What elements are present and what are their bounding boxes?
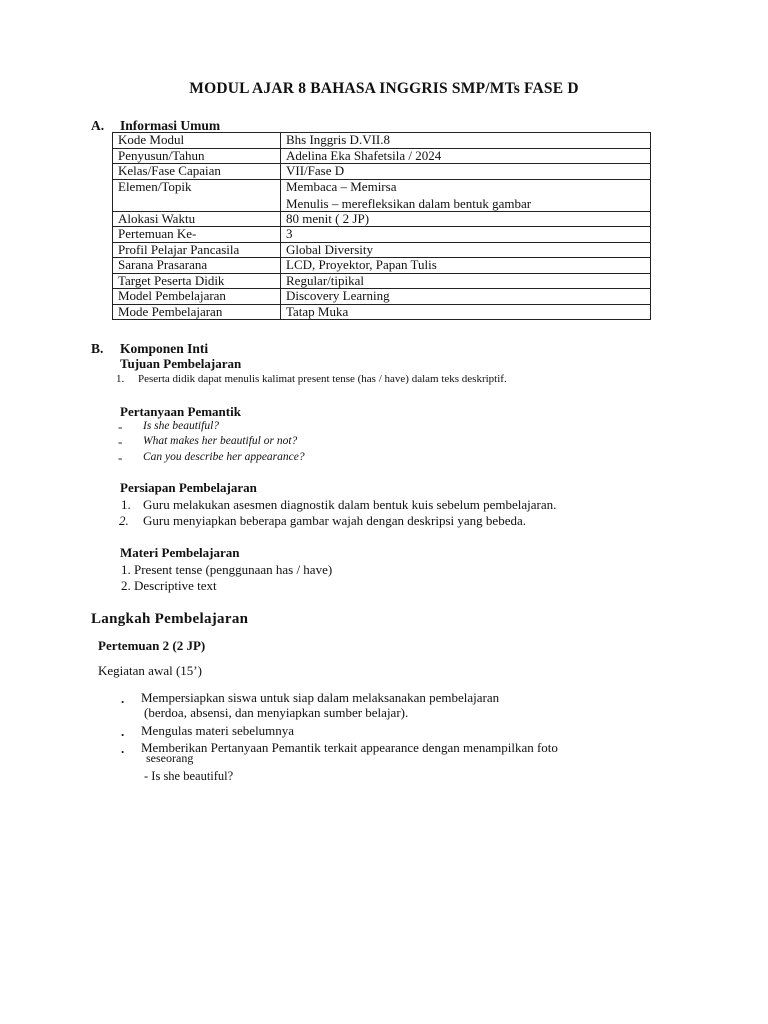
langkah-bullet: . bbox=[121, 691, 125, 706]
row-value-line2: Menulis – merefleksikan dalam bentuk gambar bbox=[286, 195, 532, 211]
table-row bbox=[113, 164, 651, 180]
tujuan-item-text: Peserta didik dapat menulis kalimat present tense (has / have) dalam teks deskriptif. bbox=[138, 373, 507, 385]
langkah-sub-item: - Is she beautiful? bbox=[144, 769, 234, 783]
langkah-item-line1: Mengulas materi sebelumnya bbox=[141, 723, 295, 738]
row-label: Sarana Prasarana bbox=[113, 258, 281, 274]
row-value: 3 bbox=[281, 227, 651, 243]
langkah-item-line1: Memberikan Pertanyaan Pemantik terkait appearance dengan menampilkan foto bbox=[141, 740, 558, 755]
langkah-item-line2: seseorang bbox=[146, 751, 194, 765]
persiapan-heading: Persiapan Pembelajaran bbox=[120, 480, 257, 495]
table-row bbox=[113, 211, 651, 227]
row-value: Tatap Muka bbox=[281, 304, 651, 320]
row-label: Penyusun/Tahun bbox=[113, 148, 281, 164]
row-label: Kelas/Fase Capaian bbox=[113, 164, 281, 180]
row-label: Mode Pembelajaran bbox=[113, 304, 281, 320]
materi-item: 1. Present tense (penggunaan has / have) bbox=[121, 562, 333, 577]
section-a-heading: Informasi Umum bbox=[120, 118, 221, 133]
kegiatan-label: Kegiatan awal (15’) bbox=[98, 663, 202, 678]
table-row bbox=[113, 289, 651, 305]
table-row bbox=[113, 227, 651, 243]
pertanyaan-heading: Pertanyaan Pemantik bbox=[120, 404, 241, 419]
row-value: LCD, Proyektor, Papan Tulis bbox=[281, 258, 651, 274]
row-label: Target Peserta Didik bbox=[113, 273, 281, 289]
persiapan-item-num: 1. bbox=[121, 497, 131, 512]
langkah-item-line2: (berdoa, absensi, dan menyiapkan sumber belajar). bbox=[144, 705, 409, 720]
pertanyaan-bullet: - bbox=[118, 434, 123, 449]
row-value: 80 menit ( 2 JP) bbox=[281, 211, 651, 227]
row-label: Pertemuan Ke- bbox=[113, 227, 281, 243]
materi-heading: Materi Pembelajaran bbox=[120, 545, 240, 560]
persiapan-item-num: 2. bbox=[119, 513, 129, 528]
pertanyaan-item: What makes her beautiful or not? bbox=[143, 435, 298, 447]
pertanyaan-bullet: - bbox=[118, 419, 123, 434]
table-row bbox=[113, 273, 651, 289]
langkah-heading: Langkah Pembelajaran bbox=[91, 611, 249, 627]
row-value bbox=[281, 179, 651, 211]
pertanyaan-item: Can you describe her appearance? bbox=[143, 451, 305, 463]
info-table bbox=[112, 132, 651, 320]
table-row bbox=[113, 133, 651, 149]
langkah-bullet: . bbox=[121, 741, 125, 756]
persiapan-item-text: Guru melakukan asesmen diagnostik dalam bentuk kuis sebelum pembelajaran. bbox=[143, 497, 557, 512]
row-value: Discovery Learning bbox=[281, 289, 651, 305]
row-value-line1: Membaca – Memirsa bbox=[286, 178, 397, 194]
row-label: Alokasi Waktu bbox=[113, 211, 281, 227]
table-row bbox=[113, 242, 651, 258]
materi-item: 2. Descriptive text bbox=[121, 578, 217, 593]
pertanyaan-item: Is she beautiful? bbox=[143, 420, 220, 432]
pertanyaan-bullet: - bbox=[118, 450, 123, 465]
row-value: Global Diversity bbox=[281, 242, 651, 258]
langkah-bullet: . bbox=[121, 724, 125, 739]
document-title: MODUL AJAR 8 BAHASA INGGRIS SMP/MTs FASE D bbox=[189, 80, 579, 97]
row-value: VII/Fase D bbox=[281, 164, 651, 180]
row-value: Regular/tipikal bbox=[281, 273, 651, 289]
row-value: Adelina Eka Shafetsila / 2024 bbox=[281, 148, 651, 164]
row-value: Bhs Inggris D.VII.8 bbox=[281, 133, 651, 149]
pertemuan-heading: Pertemuan 2 (2 JP) bbox=[98, 638, 206, 653]
tujuan-heading: Tujuan Pembelajaran bbox=[120, 356, 242, 371]
persiapan-item-text: Guru menyiapkan beberapa gambar wajah dengan deskripsi yang bebeda. bbox=[143, 513, 526, 528]
row-label: Kode Modul bbox=[113, 133, 281, 149]
section-b-letter: B. bbox=[91, 341, 104, 356]
section-b-heading: Komponen Inti bbox=[120, 341, 209, 356]
table-row bbox=[113, 179, 651, 211]
tujuan-item-num: 1. bbox=[116, 373, 125, 385]
row-label: Elemen/Topik bbox=[113, 179, 281, 211]
row-label: Profil Pelajar Pancasila bbox=[113, 242, 281, 258]
table-row bbox=[113, 258, 651, 274]
langkah-item-line1: Mempersiapkan siswa untuk siap dalam melaksanakan pembelajaran bbox=[141, 690, 500, 705]
row-label: Model Pembelajaran bbox=[113, 289, 281, 305]
table-row bbox=[113, 304, 651, 320]
section-a-letter: A. bbox=[91, 118, 105, 133]
table-row bbox=[113, 148, 651, 164]
